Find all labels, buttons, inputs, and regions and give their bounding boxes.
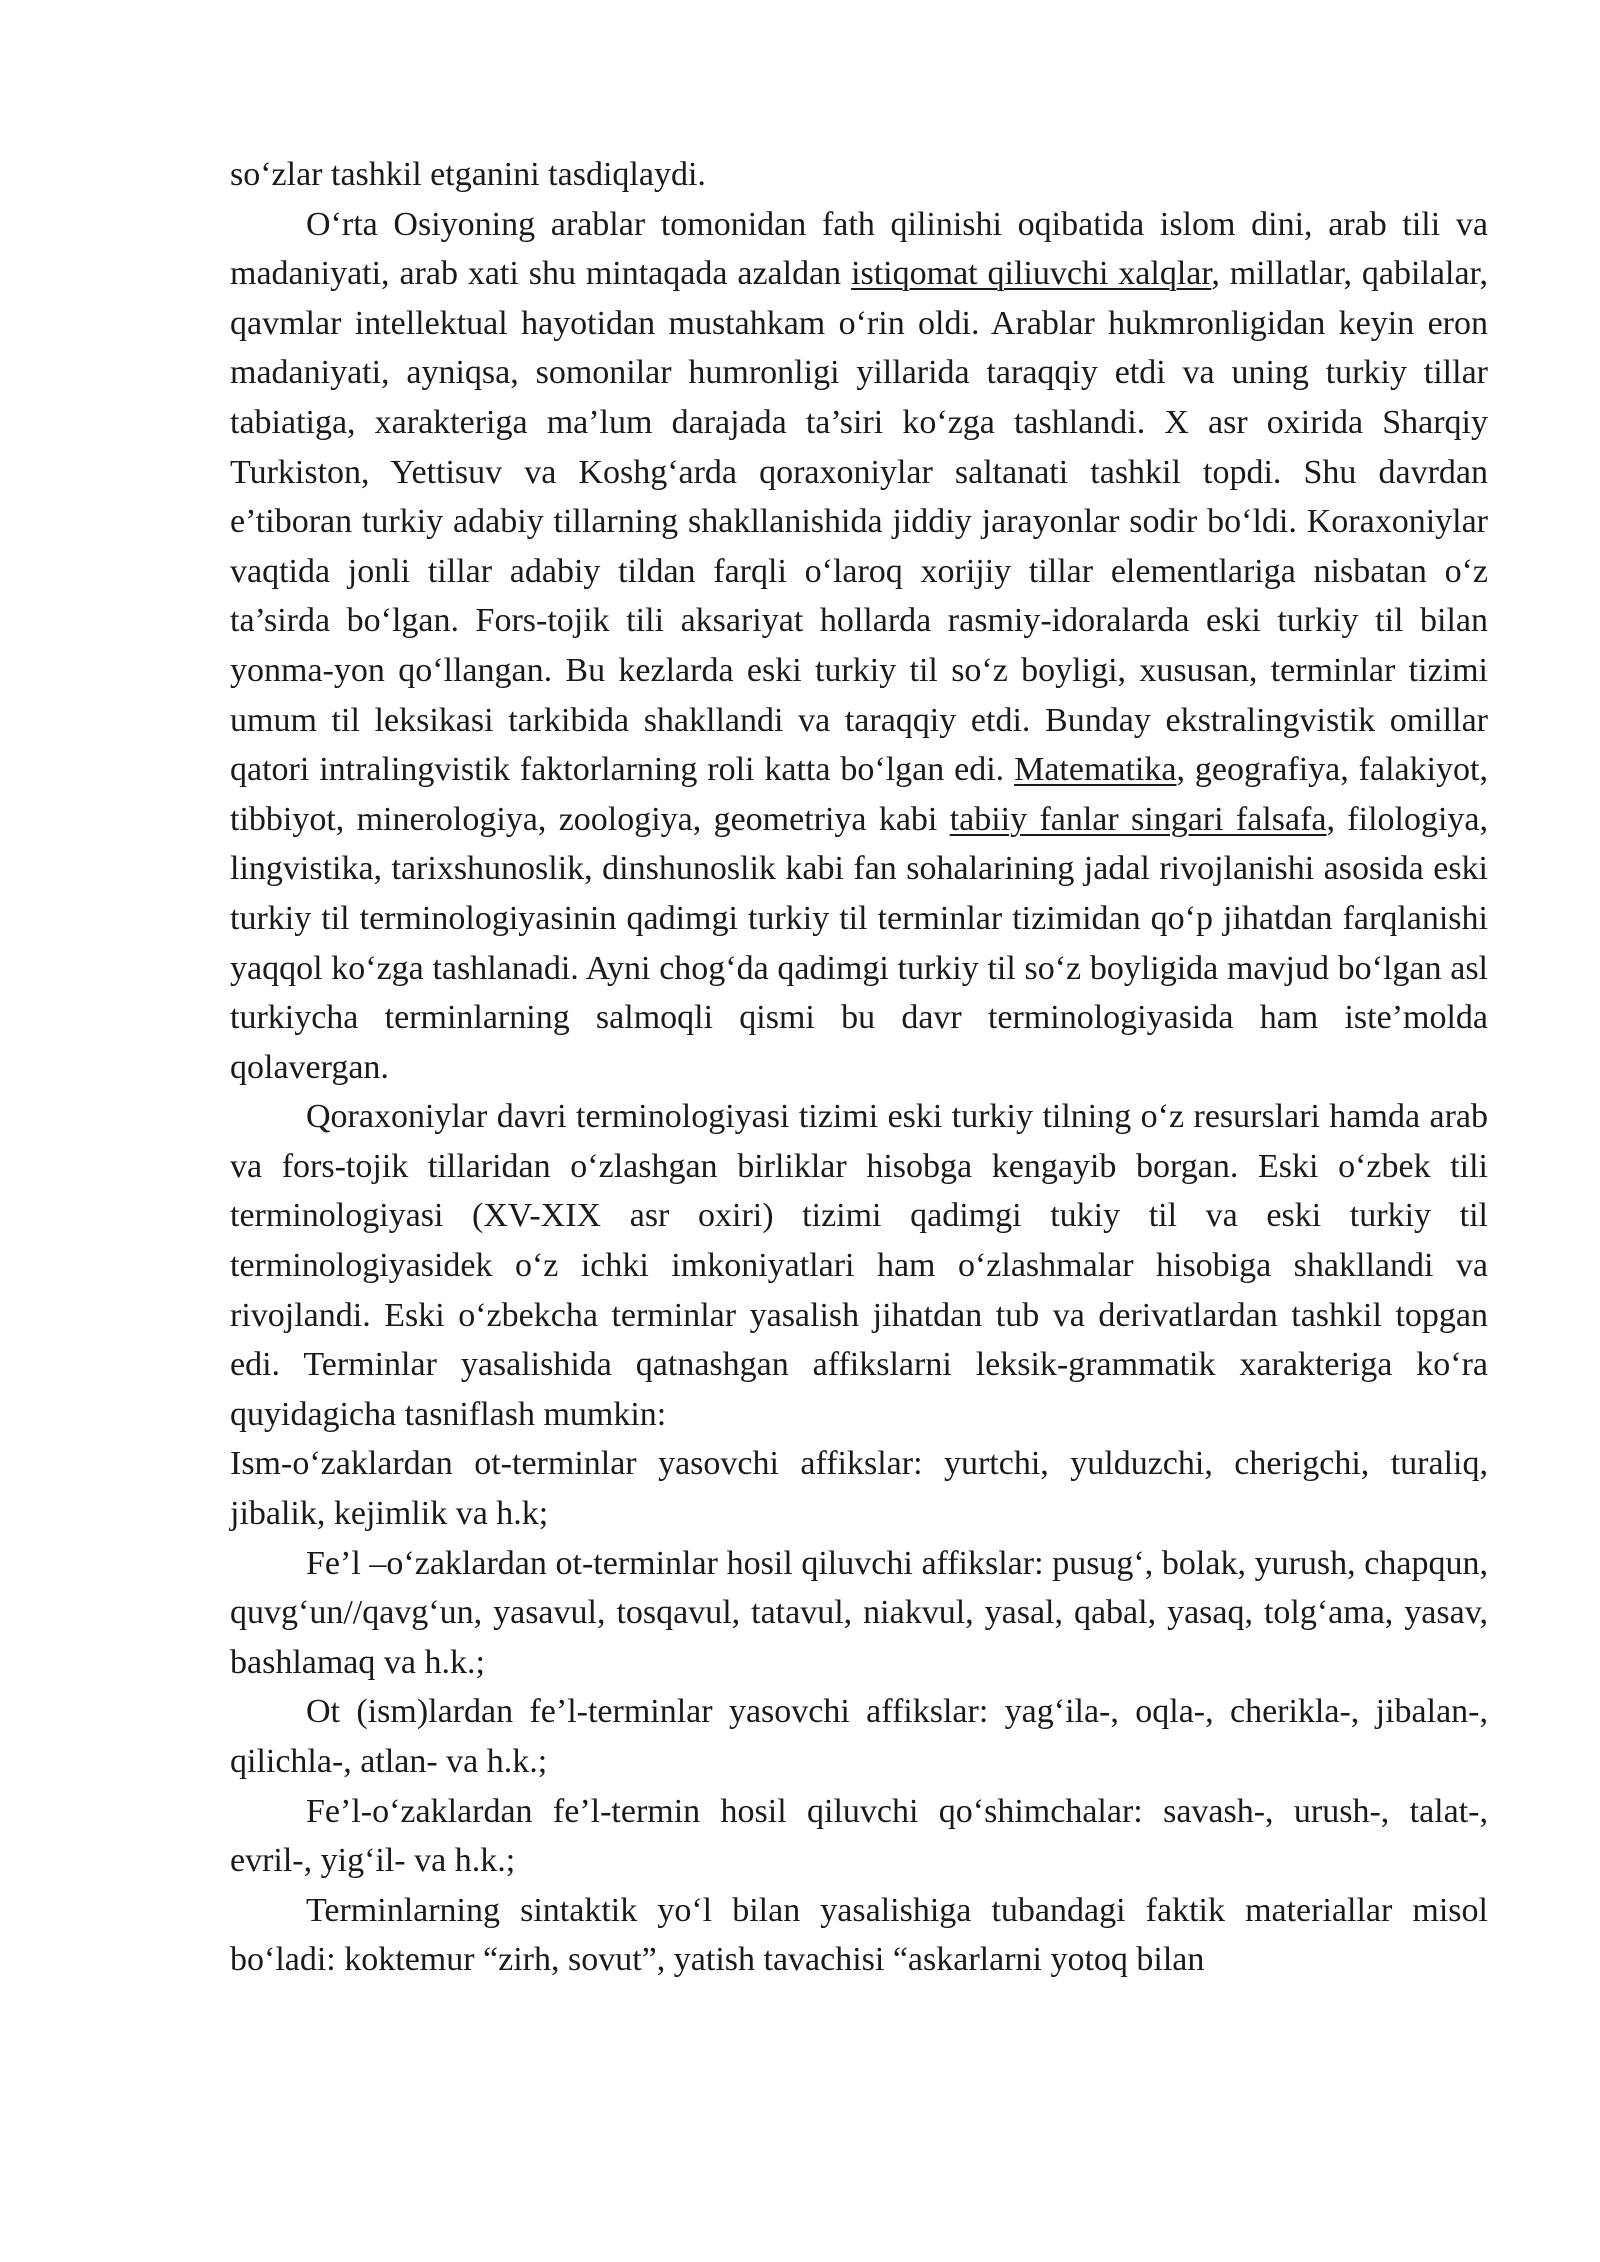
text-run: , filologiya, lingvistika, tarixshunoslik, dinshunoslik kabi fan sohalarining jadal rivojlanishi asosida eski turkiy til terminologiyasinin qadimgi turkiy til terminlar tizimidan qo‘p jihatdan farqlanishi yaqqol ko‘zga tashlanadi. Ayni chog‘da qadimgi turkiy til so‘z boyligida mavjud bo‘lgan asl turkiycha terminlarning salmoqli qismi bu davr terminologiyasida ham iste’molda qolavergan. bbox=[230, 800, 1488, 1086]
underlined-phrase: istiqomat qiliuvchi xalqlar bbox=[851, 255, 1212, 293]
paragraph-continuation: so‘zlar tashkil etganini tasdiqlaydi. bbox=[230, 156, 706, 193]
underlined-phrase: Matematika bbox=[1014, 751, 1177, 789]
paragraph-qoraxoniylar: Qoraxoniylar davri terminologiyasi tizimi eski turkiy tilning o‘z resurslari hamda arab va fors-tojik tillaridan o‘zlashgan birliklar hisobga kengayib borgan. Eski o‘zbek tili terminologiyasi (XV-XIX asr oxiri) tizimi qadimgi tukiy til va eski turkiy til terminologiyasidek o‘z ichki imkoniyatlari ham o‘zlashmalar hisobiga shakllandi va rivojlandi. Eski o‘zbekcha terminlar yasalish jihatdan tub va derivatlardan tashkil topgan edi. Terminlar yasalishida qatnashgan affikslarni leksik-grammatik xarakteriga ko‘ra quyidagicha tasniflash mumkin: bbox=[230, 1098, 1488, 1433]
paragraph-syntactic-formation: Terminlarning sintaktik yo‘l bilan yasalishiga tubandagi faktik materiallar misol bo‘ladi: koktemur “zirh, sovut”, yatish tavachisi “askarlarni yotoq bilan bbox=[230, 1891, 1488, 1979]
underlined-phrase: tabiiy fanlar singari falsafa bbox=[949, 800, 1327, 838]
document-page bbox=[230, 150, 1488, 1985]
paragraph-arab-conquest bbox=[230, 200, 1488, 1093]
text-run: O‘rta Osiyoning arablar tomonidan fath qilinishi oqibatida islom dini, arab tili va madaniyati, arab xati shu mintaqada azaldan bbox=[230, 205, 1488, 293]
paragraph-ism-affixes: Ism-o‘zaklardan ot-terminlar yasovchi affikslar: yurtchi, yulduzchi, cherigchi, turaliq, jibalik, kejimlik va h.k; bbox=[230, 1445, 1488, 1533]
paragraph-ot-fel-affixes: Ot (ism)lardan fe’l-terminlar yasovchi affikslar: yag‘ila-, oqla-, cherikla-, jibalan-, qilichla-, atlan- va h.k.; bbox=[230, 1693, 1488, 1780]
text-run: , geografiya, falakiyot, tibbiyot, minerologiya, zoologiya, geometriya kabi bbox=[230, 751, 1488, 838]
paragraph-fel-ot-affixes: Fe’l –o‘zaklardan ot-terminlar hosil qiluvchi affikslar: pusug‘, bolak, yurush, chapqun, quvg‘un//qavg‘un, yasavul, tosqavul, tatavul, niakvul, yasal, qabal, yasaq, tolg‘ama, yasav, bashlamaq va h.k.; bbox=[230, 1544, 1488, 1681]
text-run: , millatlar, qabilalar, qavmlar intellektual hayotidan mustahkam o‘rin oldi. Arablar hukmronligidan keyin eron madaniyati, ayniqsa, somonilar humronligi yillarida taraqqiy etdi va uning turkiy tillar tabiatiga, xarakteriga ma’lum darajada ta’siri ko‘zga tashlandi. X asr oxirida Sharqiy Turkiston, Yettisuv va Koshg‘arda qoraxoniylar saltanati tashkil topdi. Shu davrdan e’tiboran turkiy adabiy tillarning shakllanishida jiddiy jarayonlar sodir bo‘ldi. Koraxoniylar vaqtida jonli tillar adabiy tildan farqli o‘laroq xorijiy tillar elementlariga nisbatan o‘z ta’sirda bo‘lgan. Fors-tojik tili aksariyat hollarda rasmiy-idoralarda eski turkiy til bilan yonma-yon qo‘llangan. Bu kezlarda eski turkiy til so‘z boyligi, xususan, terminlar tizimi umum til leksikasi tarkibida shakllandi va taraqqiy etdi. Bunday ekstralingvistik omillar qatori intralingvistik faktorlarning roli katta bo‘lgan edi. bbox=[230, 255, 1488, 789]
paragraph-fel-fel-affixes: Fe’l-o‘zaklardan fe’l-termin hosil qiluvchi qo‘shimchalar: savash-, urush-, talat-, evril-, yig‘il- va h.k.; bbox=[230, 1792, 1488, 1880]
